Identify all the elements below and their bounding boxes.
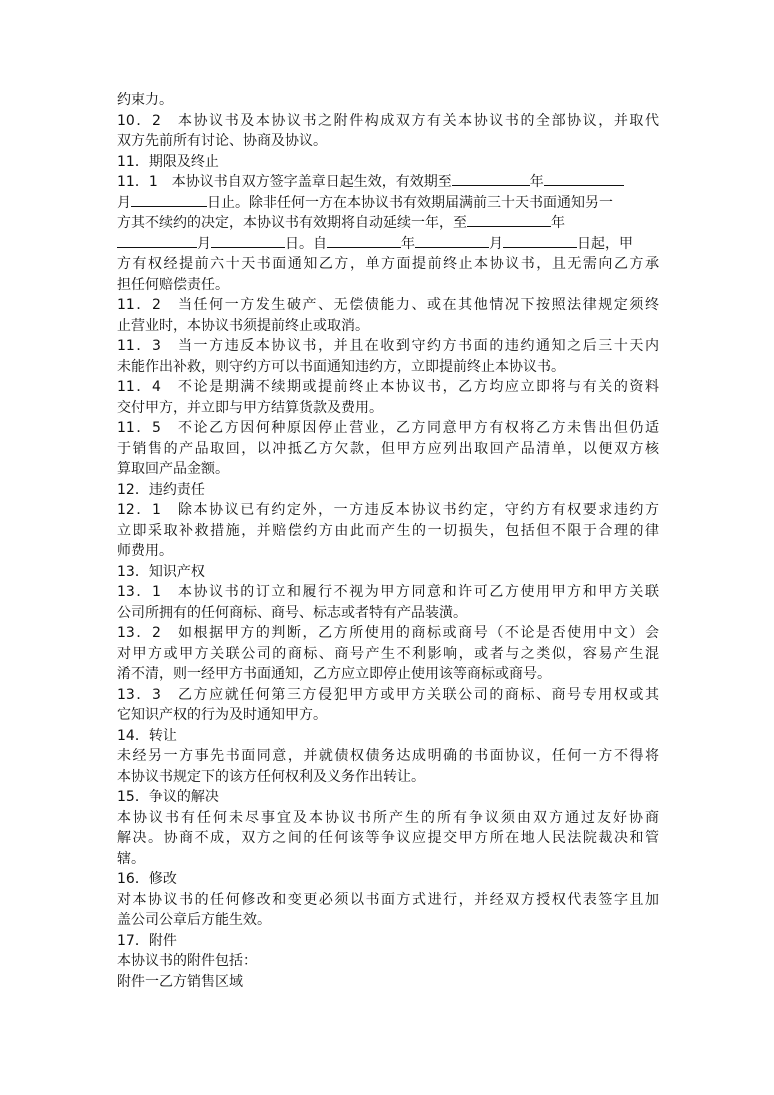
text-line: 方其不续约的决定，本协议书有效期将自动延续一年，至 年	[117, 215, 565, 231]
fill-blank[interactable]	[415, 234, 489, 248]
fill-blank[interactable]	[211, 234, 285, 248]
text-line: 交付甲方，并立即与甲方结算货款及费用。	[117, 399, 383, 416]
text-line: 本协议书有任何未尽事宜及本协议书所产生的所有争议须由双方通过友好协商	[117, 809, 659, 826]
text-line: 方有权经提前六十天书面通知乙方，单方面提前终止本协议书，且无需向乙方承	[117, 256, 659, 272]
text-line: 双方先前所有讨论、协商及协议。	[117, 133, 327, 149]
text-line: 公司所拥有的任何商标、商号、标志或者特有产品装潢。	[117, 604, 467, 621]
text-line: 月 日。自 年 月 日起，甲	[117, 234, 659, 255]
clause-11-1: 11．1 本协议书自双方签字盖章日起生效，有效期至 年	[117, 172, 659, 193]
text-line: 算取回产品金额。	[117, 461, 229, 477]
clause-11-3: 11．3 当一方违反本协议书，并且在收到守约方书面的违约通知之后三十天内	[117, 338, 659, 354]
section-heading-16: 16．修改	[117, 871, 177, 887]
attachment-item: 附件一乙方销售区域	[117, 973, 243, 990]
text-line: 对甲方或甲方关联公司的商标、商号产生不利影响，或者与之类似，容易产生混	[117, 645, 659, 662]
section-heading-15: 15．争议的解决	[117, 789, 219, 805]
clause-13-3: 13．3 乙方应就任何第三方侵犯甲方或甲方关联公司的商标、商号专用权或其	[117, 686, 659, 703]
fill-blank[interactable]	[544, 172, 624, 186]
text-line: 对本协议书的任何修改和变更必须以书面方式进行，并经双方授权代表签字且加	[117, 891, 659, 908]
text-line: 本协议书规定下的该方任何权利及义务作出转让。	[117, 768, 425, 785]
clause-13-2: 13．2 如根据甲方的判断，乙方所使用的商标或商号（不论是否使用中文）会	[117, 625, 659, 641]
clause-10-2: 10．2 本协议书及本协议书之附件构成双方有关本协议书的全部协议，并取代	[117, 112, 659, 129]
text-line: 止营业时，本协议书须提前终止或取消。	[117, 317, 369, 334]
text-line: 盖公司公章后方能生效。	[117, 912, 271, 928]
clause-11-5: 11．5 不论乙方因何种原因停止营业，乙方同意甲方有权将乙方未售出但仍适	[117, 420, 659, 436]
text-line: 未能作出补救，则守约方可以书面通知违约方，立即提前终止本协议书。	[117, 358, 565, 375]
clause-13-1: 13．1 本协议书的订立和履行不视为甲方同意和许可乙方使用甲方和甲方关联	[117, 584, 659, 600]
text-line: 解决。协商不成，双方之间的任何该等争议应提交甲方所在地人民法院裁决和管	[117, 830, 659, 846]
text-line: 淆不清，则一经甲方书面通知，乙方应立即停止使用该等商标或商号。	[117, 666, 551, 682]
section-heading-13: 13．知识产权	[117, 563, 205, 580]
section-heading-11: 11．期限及终止	[117, 153, 219, 170]
clause-11-2: 11．2 当任何一方发生破产、无偿债能力、或在其他情况下按照法律规定须终	[117, 297, 659, 313]
fill-blank[interactable]	[327, 234, 401, 248]
text-line: 担任何赔偿责任。	[117, 276, 229, 293]
fill-blank[interactable]	[467, 213, 551, 227]
text-line: 约束力。	[117, 92, 173, 108]
fill-blank[interactable]	[131, 193, 207, 207]
text-line: 于销售的产品取回，以冲抵乙方欠款，但甲方应列出取回产品清单，以便双方核	[117, 440, 659, 457]
text-line: 月 日止。除非任何一方在本协议书有效期届满前三十天书面通知另一	[117, 194, 613, 211]
text-line: 辖。	[117, 850, 145, 867]
section-heading-14: 14．转让	[117, 727, 177, 744]
fill-blank[interactable]	[117, 234, 197, 248]
fill-blank[interactable]	[503, 234, 577, 248]
text-line: 它知识产权的行为及时通知甲方。	[117, 707, 327, 723]
section-heading-17: 17．附件	[117, 932, 177, 949]
text-line: 本协议书的附件包括：	[117, 953, 257, 969]
fill-blank[interactable]	[452, 172, 530, 186]
section-heading-12: 12．违约责任	[117, 481, 205, 498]
clause-12-1: 12．1 除本协议已有约定外，一方违反本协议书约定，守约方有权要求违约方	[117, 502, 659, 518]
text-line: 师费用。	[117, 543, 173, 559]
clause-11-4: 11．4 不论是期满不续期或提前终止本协议书，乙方均应立即将与有关的资料	[117, 379, 659, 395]
text-line: 立即采取补救措施，并赔偿约方由此而产生的一切损失，包括但不限于合理的律	[117, 522, 659, 539]
document-body	[117, 90, 659, 992]
text-line: 未经另一方事先书面同意，并就债权债务达成明确的书面协议，任何一方不得将	[117, 748, 659, 764]
